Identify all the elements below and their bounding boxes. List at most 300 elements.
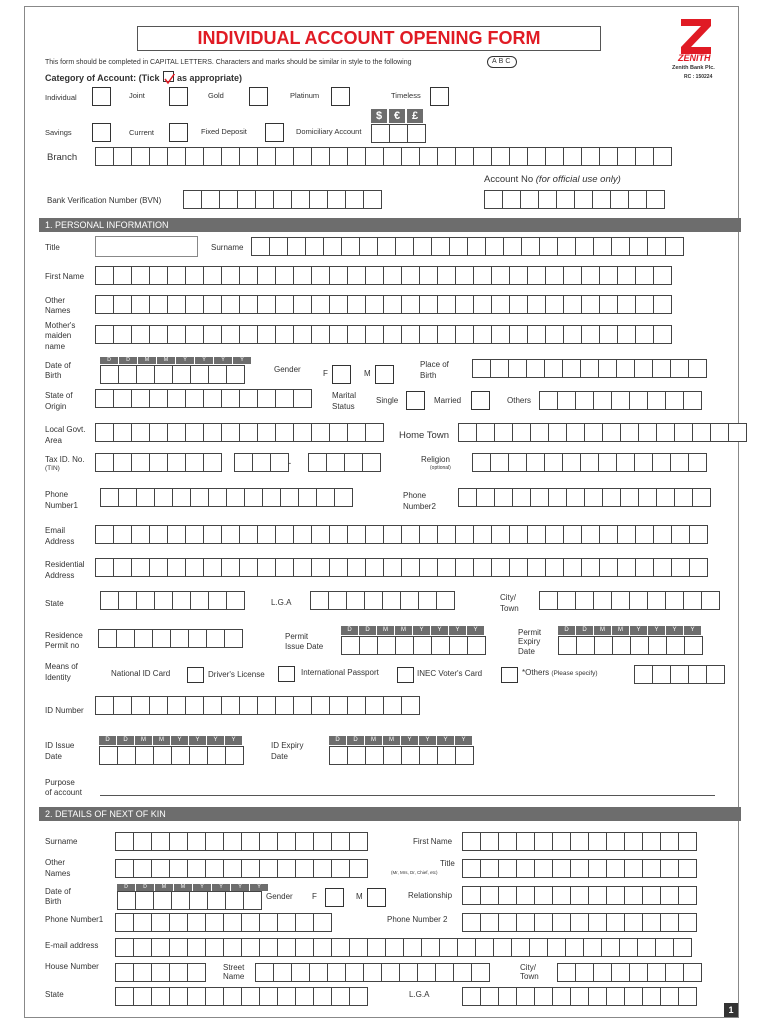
ip-checkbox[interactable] <box>397 667 414 683</box>
input-cell[interactable] <box>413 636 432 655</box>
input-cell[interactable] <box>383 525 402 544</box>
input-cell[interactable] <box>221 525 240 544</box>
kin-f-checkbox[interactable] <box>325 888 344 907</box>
input-cell[interactable] <box>117 891 136 910</box>
platinum-checkbox[interactable] <box>331 87 350 106</box>
input-cell[interactable] <box>563 558 582 577</box>
individual-checkbox[interactable] <box>92 87 111 106</box>
input-cell[interactable] <box>545 147 564 166</box>
input-cell[interactable] <box>635 325 654 344</box>
input-cell[interactable] <box>455 266 474 285</box>
input-cell[interactable] <box>563 525 582 544</box>
timeless-checkbox[interactable] <box>430 87 449 106</box>
input-cell[interactable] <box>655 938 674 957</box>
input-cell[interactable] <box>624 832 643 851</box>
input-cell[interactable] <box>341 237 360 256</box>
input-cell[interactable] <box>241 987 260 1006</box>
input-cell[interactable] <box>678 832 697 851</box>
input-cell[interactable] <box>665 391 684 410</box>
input-cell[interactable] <box>257 525 276 544</box>
input-cell[interactable] <box>503 237 522 256</box>
input-cell[interactable] <box>728 423 747 442</box>
input-cell[interactable] <box>203 389 222 408</box>
input-cell[interactable] <box>635 266 654 285</box>
input-cell[interactable] <box>259 987 278 1006</box>
input-cell[interactable] <box>334 488 353 507</box>
input-cell[interactable] <box>259 938 278 957</box>
input-cell[interactable] <box>151 963 170 982</box>
input-cell[interactable] <box>221 295 240 314</box>
input-cell[interactable] <box>588 913 607 932</box>
input-cell[interactable] <box>401 696 420 715</box>
input-cell[interactable] <box>313 859 332 878</box>
input-cell[interactable] <box>310 591 329 610</box>
input-cell[interactable] <box>437 558 456 577</box>
input-cell[interactable] <box>498 886 517 905</box>
input-cell[interactable] <box>349 832 368 851</box>
fixed-deposit-checkbox[interactable] <box>265 123 284 142</box>
gender-f-checkbox[interactable] <box>332 365 351 384</box>
input-cell[interactable] <box>309 963 328 982</box>
input-cell[interactable] <box>185 525 204 544</box>
input-cell[interactable] <box>95 266 114 285</box>
input-cell[interactable] <box>239 423 258 442</box>
input-cell[interactable] <box>539 591 558 610</box>
input-cell[interactable] <box>275 325 294 344</box>
input-cell[interactable] <box>329 423 348 442</box>
input-cell[interactable] <box>439 938 458 957</box>
kin-street-input[interactable] <box>255 963 489 982</box>
input-cell[interactable] <box>365 558 384 577</box>
input-cell[interactable] <box>653 147 672 166</box>
id-number-input[interactable] <box>95 696 419 715</box>
input-cell[interactable] <box>688 359 707 378</box>
input-cell[interactable] <box>133 913 152 932</box>
input-cell[interactable] <box>311 696 330 715</box>
input-cell[interactable] <box>113 266 132 285</box>
input-cell[interactable] <box>329 746 348 765</box>
input-cell[interactable] <box>153 891 172 910</box>
input-cell[interactable] <box>167 558 186 577</box>
input-cell[interactable] <box>552 913 571 932</box>
input-cell[interactable] <box>473 325 492 344</box>
input-cell[interactable] <box>462 987 481 1006</box>
input-cell[interactable] <box>223 987 242 1006</box>
input-cell[interactable] <box>520 190 539 209</box>
input-cell[interactable] <box>203 266 222 285</box>
input-cell[interactable] <box>475 938 494 957</box>
input-cell[interactable] <box>653 266 672 285</box>
input-cell[interactable] <box>688 665 707 684</box>
input-cell[interactable] <box>295 913 314 932</box>
input-cell[interactable] <box>329 525 348 544</box>
input-cell[interactable] <box>599 325 618 344</box>
input-cell[interactable] <box>277 938 296 957</box>
input-cell[interactable] <box>674 488 693 507</box>
input-cell[interactable] <box>383 266 402 285</box>
input-cell[interactable] <box>383 696 402 715</box>
kin-city-input[interactable] <box>557 963 701 982</box>
input-cell[interactable] <box>395 636 414 655</box>
input-cell[interactable] <box>273 963 292 982</box>
input-cell[interactable] <box>602 423 621 442</box>
input-cell[interactable] <box>131 525 150 544</box>
input-cell[interactable] <box>635 558 654 577</box>
input-cell[interactable] <box>167 453 186 472</box>
input-cell[interactable] <box>149 147 168 166</box>
input-cell[interactable] <box>624 886 643 905</box>
input-cell[interactable] <box>490 453 509 472</box>
input-cell[interactable] <box>203 525 222 544</box>
input-cell[interactable] <box>455 147 474 166</box>
input-cell[interactable] <box>203 325 222 344</box>
input-cell[interactable] <box>171 746 190 765</box>
input-cell[interactable] <box>436 591 455 610</box>
input-cell[interactable] <box>382 591 401 610</box>
input-cell[interactable] <box>275 558 294 577</box>
phone1-input[interactable] <box>100 488 352 507</box>
input-cell[interactable] <box>455 325 474 344</box>
input-cell[interactable] <box>383 147 402 166</box>
branch-input[interactable] <box>95 147 671 166</box>
input-cell[interactable] <box>419 525 438 544</box>
input-cell[interactable] <box>113 558 132 577</box>
input-cell[interactable] <box>151 859 170 878</box>
input-cell[interactable] <box>206 629 225 648</box>
input-cell[interactable] <box>136 591 155 610</box>
input-cell[interactable] <box>327 190 346 209</box>
input-cell[interactable] <box>692 488 711 507</box>
input-cell[interactable] <box>152 629 171 648</box>
input-cell[interactable] <box>207 891 226 910</box>
input-cell[interactable] <box>642 987 661 1006</box>
input-cell[interactable] <box>95 389 114 408</box>
input-cell[interactable] <box>208 488 227 507</box>
input-cell[interactable] <box>131 389 150 408</box>
input-cell[interactable] <box>617 295 636 314</box>
input-cell[interactable] <box>516 886 535 905</box>
input-cell[interactable] <box>311 325 330 344</box>
input-cell[interactable] <box>472 453 491 472</box>
input-cell[interactable] <box>552 987 571 1006</box>
input-cell[interactable] <box>347 558 366 577</box>
input-cell[interactable] <box>437 147 456 166</box>
input-cell[interactable] <box>494 488 513 507</box>
input-cell[interactable] <box>328 591 347 610</box>
input-cell[interactable] <box>593 237 612 256</box>
input-cell[interactable] <box>347 696 366 715</box>
input-cell[interactable] <box>599 295 618 314</box>
input-cell[interactable] <box>527 295 546 314</box>
input-cell[interactable] <box>257 696 276 715</box>
input-cell[interactable] <box>581 266 600 285</box>
input-cell[interactable] <box>455 525 474 544</box>
married-checkbox[interactable] <box>471 391 490 410</box>
input-cell[interactable] <box>458 423 477 442</box>
input-cell[interactable] <box>593 963 612 982</box>
input-cell[interactable] <box>566 488 585 507</box>
input-cell[interactable] <box>419 147 438 166</box>
input-cell[interactable] <box>692 423 711 442</box>
input-cell[interactable] <box>419 266 438 285</box>
input-cell[interactable] <box>244 488 263 507</box>
input-cell[interactable] <box>611 963 630 982</box>
input-cell[interactable] <box>349 859 368 878</box>
input-cell[interactable] <box>377 636 396 655</box>
input-cell[interactable] <box>187 832 206 851</box>
input-cell[interactable] <box>185 147 204 166</box>
input-cell[interactable] <box>534 886 553 905</box>
input-cell[interactable] <box>205 938 224 957</box>
input-cell[interactable] <box>151 987 170 1006</box>
input-cell[interactable] <box>225 891 244 910</box>
account-no-input[interactable] <box>484 190 664 209</box>
input-cell[interactable] <box>580 453 599 472</box>
input-cell[interactable] <box>516 913 535 932</box>
input-cell[interactable] <box>642 886 661 905</box>
input-cell[interactable] <box>167 325 186 344</box>
input-cell[interactable] <box>241 913 260 932</box>
input-cell[interactable] <box>516 859 535 878</box>
input-cell[interactable] <box>401 558 420 577</box>
input-cell[interactable] <box>509 558 528 577</box>
input-cell[interactable] <box>401 295 420 314</box>
title-input[interactable] <box>95 236 198 257</box>
input-cell[interactable] <box>552 859 571 878</box>
input-cell[interactable] <box>383 558 402 577</box>
input-cell[interactable] <box>131 558 150 577</box>
input-cell[interactable] <box>606 832 625 851</box>
input-cell[interactable] <box>225 746 244 765</box>
input-cell[interactable] <box>365 266 384 285</box>
input-cell[interactable] <box>473 266 492 285</box>
input-cell[interactable] <box>529 938 548 957</box>
input-cell[interactable] <box>277 832 296 851</box>
input-cell[interactable] <box>491 525 510 544</box>
input-cell[interactable] <box>418 591 437 610</box>
input-cell[interactable] <box>575 391 594 410</box>
input-cell[interactable] <box>583 938 602 957</box>
input-cell[interactable] <box>349 938 368 957</box>
input-cell[interactable] <box>545 325 564 344</box>
input-cell[interactable] <box>154 591 173 610</box>
input-cell[interactable] <box>419 325 438 344</box>
input-cell[interactable] <box>545 525 564 544</box>
input-cell[interactable] <box>133 938 152 957</box>
input-cell[interactable] <box>588 886 607 905</box>
input-cell[interactable] <box>203 147 222 166</box>
input-cell[interactable] <box>363 963 382 982</box>
input-cell[interactable] <box>547 938 566 957</box>
input-cell[interactable] <box>239 266 258 285</box>
input-cell[interactable] <box>534 987 553 1006</box>
input-cell[interactable] <box>383 746 402 765</box>
input-cell[interactable] <box>581 295 600 314</box>
input-cell[interactable] <box>539 391 558 410</box>
input-cell[interactable] <box>329 325 348 344</box>
input-cell[interactable] <box>223 913 242 932</box>
kin-email-input[interactable] <box>115 938 691 957</box>
input-cell[interactable] <box>100 365 119 384</box>
input-cell[interactable] <box>701 591 720 610</box>
input-cell[interactable] <box>656 423 675 442</box>
input-cell[interactable] <box>115 832 134 851</box>
input-cell[interactable] <box>616 453 635 472</box>
input-cell[interactable] <box>629 963 648 982</box>
input-cell[interactable] <box>239 147 258 166</box>
current-checkbox[interactable] <box>169 123 188 142</box>
input-cell[interactable] <box>511 938 530 957</box>
input-cell[interactable] <box>221 423 240 442</box>
input-cell[interactable] <box>359 636 378 655</box>
input-cell[interactable] <box>255 190 274 209</box>
input-cell[interactable] <box>115 859 134 878</box>
input-cell[interactable] <box>275 266 294 285</box>
input-cell[interactable] <box>293 295 312 314</box>
input-cell[interactable] <box>458 488 477 507</box>
kin-title-input[interactable] <box>462 859 696 878</box>
others-id-input[interactable] <box>634 665 724 684</box>
input-cell[interactable] <box>457 938 476 957</box>
input-cell[interactable] <box>226 365 245 384</box>
input-cell[interactable] <box>530 423 549 442</box>
input-cell[interactable] <box>316 488 335 507</box>
input-cell[interactable] <box>113 525 132 544</box>
dl-checkbox[interactable] <box>278 666 295 682</box>
input-cell[interactable] <box>365 696 384 715</box>
input-cell[interactable] <box>349 987 368 1006</box>
input-cell[interactable] <box>638 488 657 507</box>
kin-lga-input[interactable] <box>462 987 696 1006</box>
input-cell[interactable] <box>617 525 636 544</box>
input-cell[interactable] <box>185 389 204 408</box>
input-cell[interactable] <box>239 558 258 577</box>
input-cell[interactable] <box>329 147 348 166</box>
input-cell[interactable] <box>594 636 613 655</box>
kin-phone2-input[interactable] <box>462 913 696 932</box>
input-cell[interactable] <box>367 938 386 957</box>
input-cell[interactable] <box>656 488 675 507</box>
input-cell[interactable] <box>135 891 154 910</box>
input-cell[interactable] <box>329 266 348 285</box>
joint-checkbox[interactable] <box>169 87 188 106</box>
kin-house-input[interactable] <box>115 963 205 982</box>
input-cell[interactable] <box>557 237 576 256</box>
input-cell[interactable] <box>365 147 384 166</box>
input-cell[interactable] <box>629 391 648 410</box>
input-cell[interactable] <box>512 423 531 442</box>
input-cell[interactable] <box>295 832 314 851</box>
input-cell[interactable] <box>480 987 499 1006</box>
input-cell[interactable] <box>575 963 594 982</box>
input-cell[interactable] <box>421 938 440 957</box>
input-cell[interactable] <box>205 832 224 851</box>
input-cell[interactable] <box>491 325 510 344</box>
input-cell[interactable] <box>642 859 661 878</box>
input-cell[interactable] <box>509 266 528 285</box>
input-cell[interactable] <box>190 591 209 610</box>
input-cell[interactable] <box>149 295 168 314</box>
input-cell[interactable] <box>131 147 150 166</box>
input-cell[interactable] <box>149 325 168 344</box>
input-cell[interactable] <box>259 913 278 932</box>
input-cell[interactable] <box>95 325 114 344</box>
input-cell[interactable] <box>403 938 422 957</box>
input-cell[interactable] <box>619 938 638 957</box>
input-cell[interactable] <box>190 365 209 384</box>
input-cell[interactable] <box>617 266 636 285</box>
input-cell[interactable] <box>606 859 625 878</box>
input-cell[interactable] <box>491 147 510 166</box>
input-cell[interactable] <box>473 525 492 544</box>
input-cell[interactable] <box>563 295 582 314</box>
input-cell[interactable] <box>689 525 708 544</box>
input-cell[interactable] <box>462 886 481 905</box>
others-marital-input[interactable] <box>539 391 701 410</box>
input-cell[interactable] <box>308 453 327 472</box>
input-cell[interactable] <box>400 591 419 610</box>
input-cell[interactable] <box>329 295 348 314</box>
input-cell[interactable] <box>601 938 620 957</box>
input-cell[interactable] <box>275 147 294 166</box>
single-checkbox[interactable] <box>406 391 425 410</box>
input-cell[interactable] <box>508 453 527 472</box>
input-cell[interactable] <box>563 266 582 285</box>
input-cell[interactable] <box>234 453 253 472</box>
input-cell[interactable] <box>171 891 190 910</box>
input-cell[interactable] <box>527 525 546 544</box>
input-cell[interactable] <box>311 266 330 285</box>
input-cell[interactable] <box>183 190 202 209</box>
input-cell[interactable] <box>293 423 312 442</box>
input-cell[interactable] <box>449 237 468 256</box>
input-cell[interactable] <box>395 237 414 256</box>
input-cell[interactable] <box>471 963 490 982</box>
input-cell[interactable] <box>187 987 206 1006</box>
input-cell[interactable] <box>154 365 173 384</box>
input-cell[interactable] <box>509 147 528 166</box>
religion-input[interactable] <box>472 453 706 472</box>
input-cell[interactable] <box>149 558 168 577</box>
input-cell[interactable] <box>538 190 557 209</box>
input-cell[interactable] <box>558 636 577 655</box>
input-cell[interactable] <box>241 832 260 851</box>
input-cell[interactable] <box>401 325 420 344</box>
input-cell[interactable] <box>642 832 661 851</box>
input-cell[interactable] <box>365 525 384 544</box>
lga-short-input[interactable] <box>310 591 454 610</box>
input-cell[interactable] <box>257 423 276 442</box>
input-cell[interactable] <box>570 859 589 878</box>
input-cell[interactable] <box>665 591 684 610</box>
input-cell[interactable] <box>629 591 648 610</box>
input-cell[interactable] <box>219 190 238 209</box>
input-cell[interactable] <box>239 325 258 344</box>
input-cell[interactable] <box>646 190 665 209</box>
input-cell[interactable] <box>172 591 191 610</box>
input-cell[interactable] <box>407 124 426 143</box>
input-cell[interactable] <box>575 237 594 256</box>
input-cell[interactable] <box>185 696 204 715</box>
input-cell[interactable] <box>117 746 136 765</box>
input-cell[interactable] <box>221 558 240 577</box>
input-cell[interactable] <box>365 423 384 442</box>
input-cell[interactable] <box>599 266 618 285</box>
input-cell[interactable] <box>624 913 643 932</box>
input-cell[interactable] <box>131 295 150 314</box>
input-cell[interactable] <box>647 591 666 610</box>
input-cell[interactable] <box>498 832 517 851</box>
